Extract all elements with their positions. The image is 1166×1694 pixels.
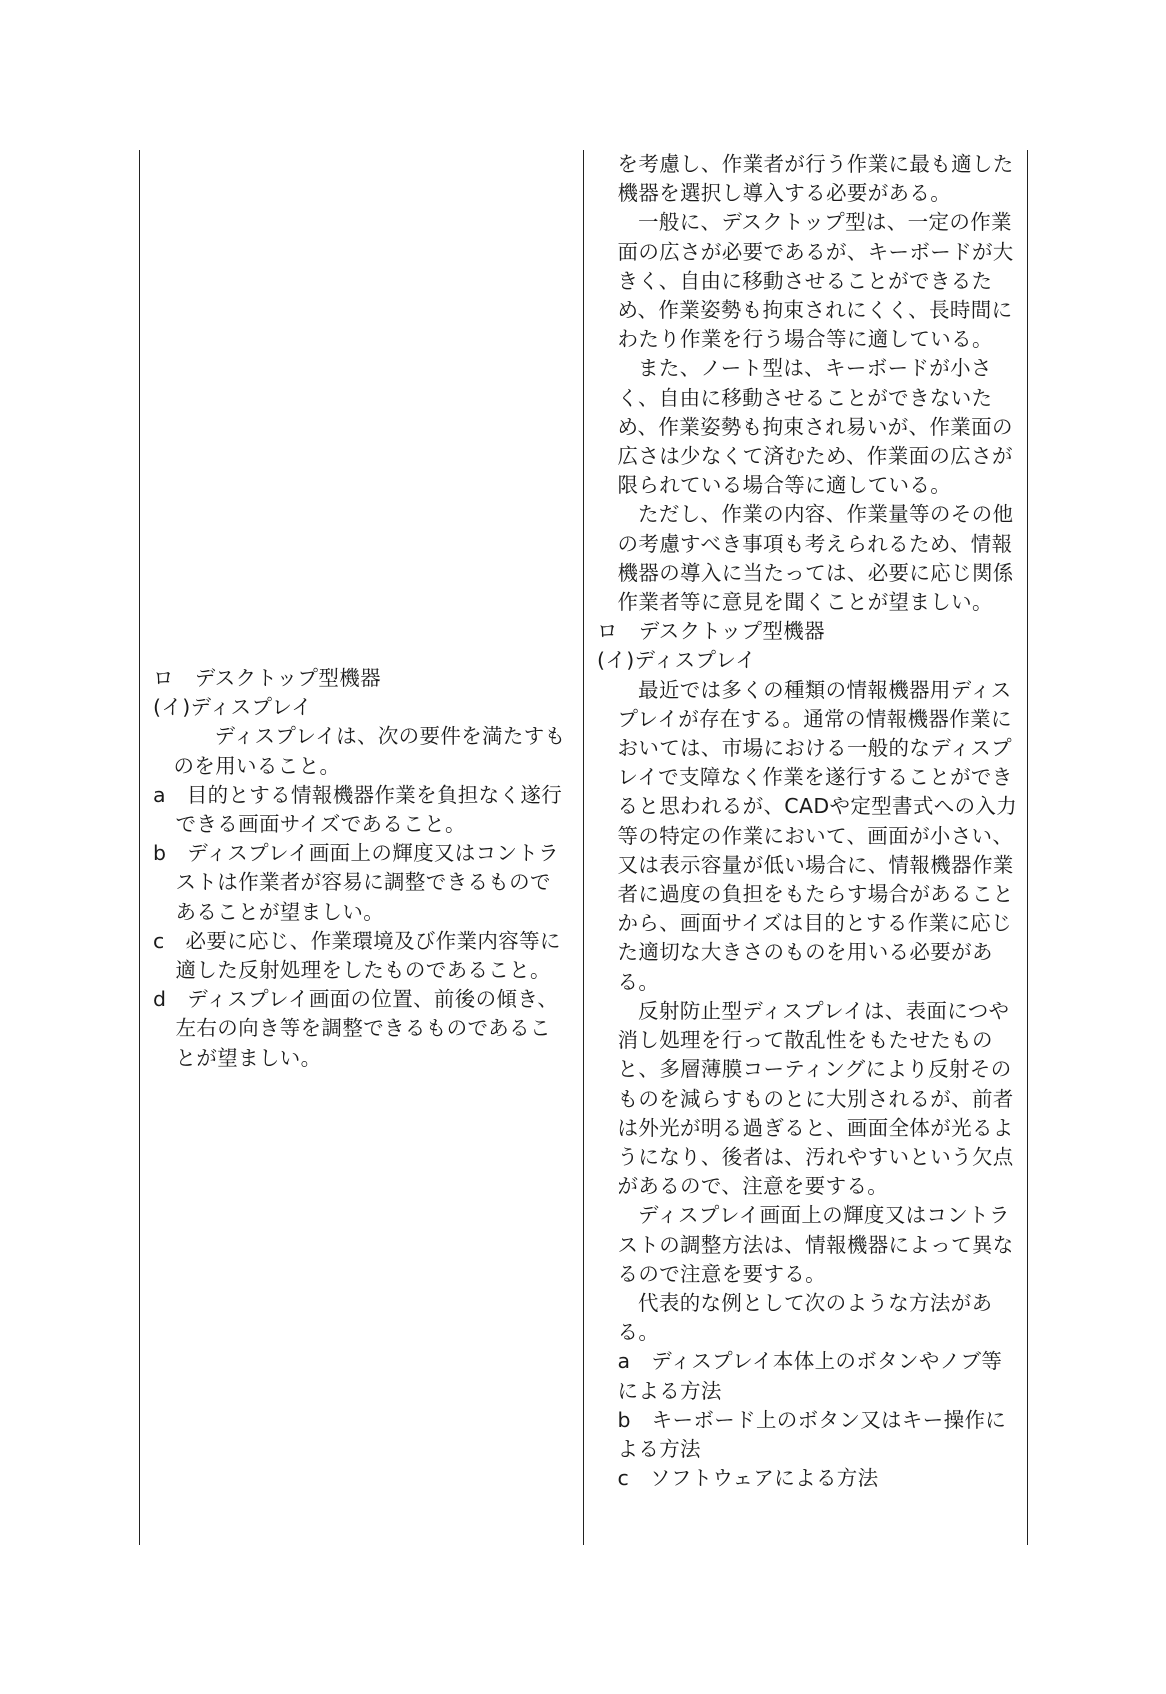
right-method-c: c ソフトウェアによる方法 xyxy=(617,1466,879,1491)
two-column-table xyxy=(139,150,1029,1545)
right-method-b: b キーボード上のボタン又はキー操作による方法 xyxy=(617,1407,1007,1461)
right-paragraph-however: ただし、作業の内容、作業量等のその他の考慮すべき事項も考えられるため、情報機器の導入に当たっては、必要に応じ関係作業者等に意見を聞くことが望ましい。 xyxy=(617,502,1014,615)
left-subheading: (イ)ディスプレイ xyxy=(153,695,313,720)
right-subheading: (イ)ディスプレイ xyxy=(597,648,757,673)
right-paragraph-display: 最近では多くの種類の情報機器用ディスプレイが存在する。通常の情報機器作業においては、市場における一般的なディスプレイで支障なく作業を遂行することができると思われるが、CADや定型書式への入力等の特定の作業において、画面が小さい、又は表示容量が低い場合に、情報機器作業者に過度の負担をもたらす場合があることから、画面サイズは目的とする作業に応じた適切な大きさのものを用いる必要がある。 xyxy=(617,677,1018,994)
right-paragraph-notebook: また、ノート型は、キーボードが小さく、自由に移動させることができないため、作業姿勢も拘束され易いが、作業面の広さは少なくて済むため、作業面の広さが限られている場合等に適している。 xyxy=(617,356,1013,498)
right-paragraph-brightness: ディスプレイ画面上の輝度又はコントラストの調整方法は、情報機器によって異なるので注意を要する。 xyxy=(617,1203,1014,1286)
right-paragraph-desktop: 一般に、デスクトップ型は、一定の作業面の広さが必要であるが、キーボードが大きく、自由に移動させることができるため、作業姿勢も拘束されにくく、長時間にわたり作業を行う場合等に適している。 xyxy=(617,210,1014,352)
left-column xyxy=(153,664,571,1073)
right-border xyxy=(1027,150,1028,1545)
right-method-a: a ディスプレイ本体上のボタンやノブ等による方法 xyxy=(617,1349,1003,1403)
left-border xyxy=(139,150,140,1545)
left-heading: ロ デスクトップ型機器 xyxy=(153,666,381,690)
right-heading: ロ デスクトップ型機器 xyxy=(597,619,825,644)
right-paragraph-antireflection: 反射防止型ディスプレイは、表面につや消し処理を行って散乱性をもたせたものと、多層薄膜コーティングにより反射そのものを減らすものとに大別されるが、前者は外光が明る過ぎると、画面全体が光るようになり、後者は、汚れやすいという欠点があるので、注意を要する。 xyxy=(617,998,1014,1199)
left-intro: ディスプレイは、次の要件を満たすものを用いること。 xyxy=(173,724,566,778)
right-continuation: を考慮し、作業者が行う作業に最も適した機器を選択し導入する必要がある。 xyxy=(617,152,1014,206)
right-column xyxy=(597,150,1021,1493)
left-item-c: c 必要に応じ、作業環境及び作業内容等に適した反射処理をしたものであること。 xyxy=(153,928,561,983)
left-item-a: a 目的とする情報機器作業を負担なく遂行できる画面サイズであること。 xyxy=(153,782,563,837)
left-item-d: d ディスプレイ画面の位置、前後の傾き、左右の向き等を調整できるものであることが望ましい。 xyxy=(153,987,559,1070)
left-item-b: b ディスプレイ画面上の輝度又はコントラストは作業者が容易に調整できるものであることが望ましい。 xyxy=(153,841,560,924)
right-paragraph-examples: 代表的な例として次のような方法がある。 xyxy=(617,1290,993,1345)
column-divider xyxy=(583,150,584,1545)
